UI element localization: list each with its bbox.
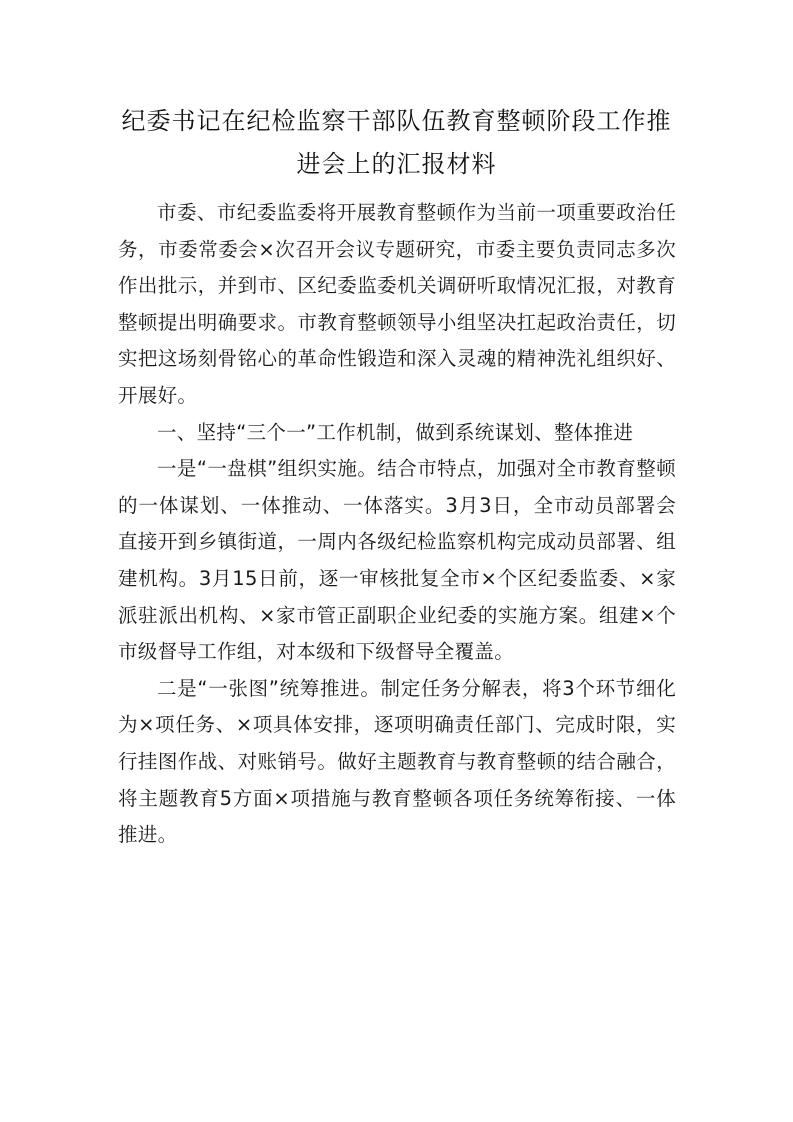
- paragraph-item-1: 一是“一盘棋”组织实施。结合市特点，加强对全市教育整顿的一体谋划、一体推动、一体落实。3月3日，全市动员部署会直接开到乡镇街道，一周内各级纪检监察机构完成动员部署、组建机构。3月15日前，逐一审核批复全市×个区纪委监委、×家派驻派出机构、×家市管正副职企业纪委的实施方案。组建×个市级督导工作组，对本级和下级督导全覆盖。: [118, 457, 676, 664]
- title-line-1: 纪委书记在纪检监察干部队伍教育整顿阶段工作推: [121, 107, 672, 135]
- document-title: [110, 100, 683, 186]
- paragraph-intro: 市委、市纪委监委将开展教育整顿作为当前一项重要政治任务，市委常委会×次召开会议专题研究，市委主要负责同志多次作出批示，并到市、区纪委监委机关调研听取情况汇报，对教育整顿提出明确要求。市教育整顿领导小组坚决扛起政治责任，切实把这场刻骨铭心的革命性锻造和深入灵魂的精神洗礼组织好、开展好。: [118, 201, 676, 407]
- section-heading-1: 一、坚持“三个一”工作机制，做到系统谋划、整体推进: [157, 420, 634, 444]
- paragraph-item-2: 二是“一张图”统筹推进。制定任务分解表，将3个环节细化为×项任务、×项具体安排，逐项明确责任部门、完成时限，实行挂图作战、对账销号。做好主题教育与教育整顿的结合融合，将主题教育5方面×项措施与教育整顿各项任务统筹衔接、一体推进。: [118, 676, 676, 847]
- document-body: [118, 195, 676, 854]
- title-line-2: 进会上的汇报材料: [296, 150, 497, 178]
